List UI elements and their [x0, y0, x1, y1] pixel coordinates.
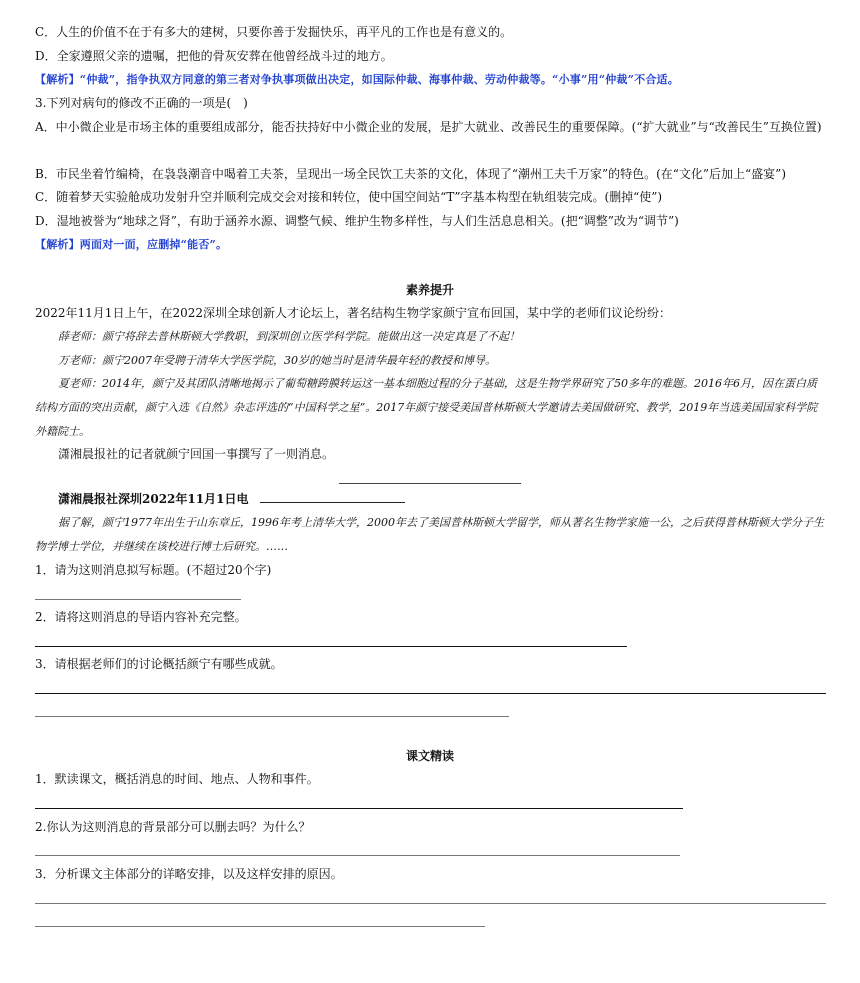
news-intro: 2022年11月1日上午，在2022深圳全球创新人才论坛上，著名结构生物学家颜宁宣布回国，某中学的老师们议论纷纷：	[35, 306, 671, 320]
analysis-3: 【解析】两面对一面，应删掉“能否”。	[35, 238, 228, 251]
reading-question-3: 3．分析课文主体部分的详略安排，以及这样安排的原因。	[35, 867, 343, 881]
question-3-stem: 3.下列对病句的修改不正确的一项是( )	[35, 96, 248, 110]
reading-answer-line-2[interactable]	[35, 855, 680, 856]
reading-answer-line-3b[interactable]	[35, 926, 485, 927]
section-heading-literacy: 素养提升	[405, 283, 454, 297]
option-d-line: D．全家遵照父亲的遗嘱，把他的骨灰安葬在他曾经战斗过的地方。	[35, 49, 393, 63]
reading-question-1: 1．默读课文，概括消息的时间、地点、人物和事件。	[35, 772, 319, 786]
option-b-3: B．市民坐着竹编椅，在袅袅潮音中喝着工夫茶，呈现出一场全民饮工夫茶的文化，体现了“潮州工夫千万家”的特色。(在“文化”后加上“盛宴”)	[35, 167, 786, 181]
option-a-3: A．中小微企业是市场主体的重要组成部分，能否扶持好中小微企业的发展，是扩大就业、改善民生的重要保障。(“扩大就业”与“改善民生”互换位置)	[35, 120, 822, 134]
literacy-question-3: 3．请根据老师们的讨论概括颜宁有哪些成就。	[35, 657, 283, 671]
answer-line-3b[interactable]	[35, 716, 509, 717]
reading-answer-line-1[interactable]	[35, 808, 683, 809]
literacy-question-2: 2．请将这则消息的导语内容补充完整。	[35, 610, 247, 624]
option-c-3: C．随着梦天实验舱成功发射升空并顺利完成交会对接和转位，使中国空间站“T”字基本构型在轨组装完成。(删掉“使”)	[35, 190, 663, 204]
dateline: 潇湘晨报社深圳2022年11月1日电	[58, 492, 249, 506]
answer-line-3a[interactable]	[35, 693, 826, 694]
teacher-xue-comment: 薛老师：颜宁将辞去普林斯顿大学教职，到深圳创立医学科学院。能做出这一决定真是了不起！	[58, 330, 520, 343]
option-c-line: C．人生的价值不在于有多大的建树，只要你善于发掘快乐，再平凡的工作也是有意义的。	[35, 25, 513, 39]
literacy-question-1: 1．请为这则消息拟写标题。(不超过20个字)	[35, 563, 272, 577]
section-heading-reading: 课文精读	[405, 749, 454, 763]
answer-line-2[interactable]	[35, 646, 627, 647]
dateline-line	[58, 488, 827, 511]
reading-answer-line-3a[interactable]	[35, 903, 826, 904]
answer-line-1[interactable]	[35, 599, 241, 600]
option-d-3: D．湿地被誉为“地球之肾”，有助于涵养水源、调整气候、维护生物多样性，与人们生活息息相关。(把“调整”改为“调节”)	[35, 214, 679, 228]
reporter-note: 潇湘晨报社的记者就颜宁回国一事撰写了一则消息。	[58, 447, 335, 461]
news-body: 据了解，颜宁1977年出生于山东章丘，1996年考上清华大学，2000年去了美国普林斯顿大学留学，师从著名生物学家施一公，之后获得普林斯顿大学分子生物学博士学位，并继续在该校进行博士后研究。……	[35, 516, 824, 553]
reading-question-2: 2.你认为这则消息的背景部分可以删去吗？为什么？	[35, 820, 311, 834]
analysis-1: 【解析】“仲裁”，指争执双方同意的第三者对争执事项做出决定，如国际仲裁、海事仲裁、劳动仲裁等。“小事”用“仲裁”不合适。	[35, 73, 679, 86]
headline-blank[interactable]	[339, 483, 521, 484]
teacher-xia-comment: 夏老师：2014年，颜宁及其团队清晰地揭示了葡萄糖跨膜转运这一基本细胞过程的分子基础，这是生物学界研究了50多年的难题。2016年6月，因在蛋白质结构方面的突出贡献，颜宁入选《自然》杂志评选的“中国科学之星”。2017年颜宁接受美国普林斯顿大学邀请去美国做研究、教学，2019年当选美国国家科学院外籍院士。	[35, 377, 818, 438]
teacher-wan-comment: 万老师：颜宁2007年受聘于清华大学医学院，30岁的她当时是清华最年轻的教授和博导。	[58, 354, 496, 367]
lead-blank[interactable]	[260, 490, 405, 503]
